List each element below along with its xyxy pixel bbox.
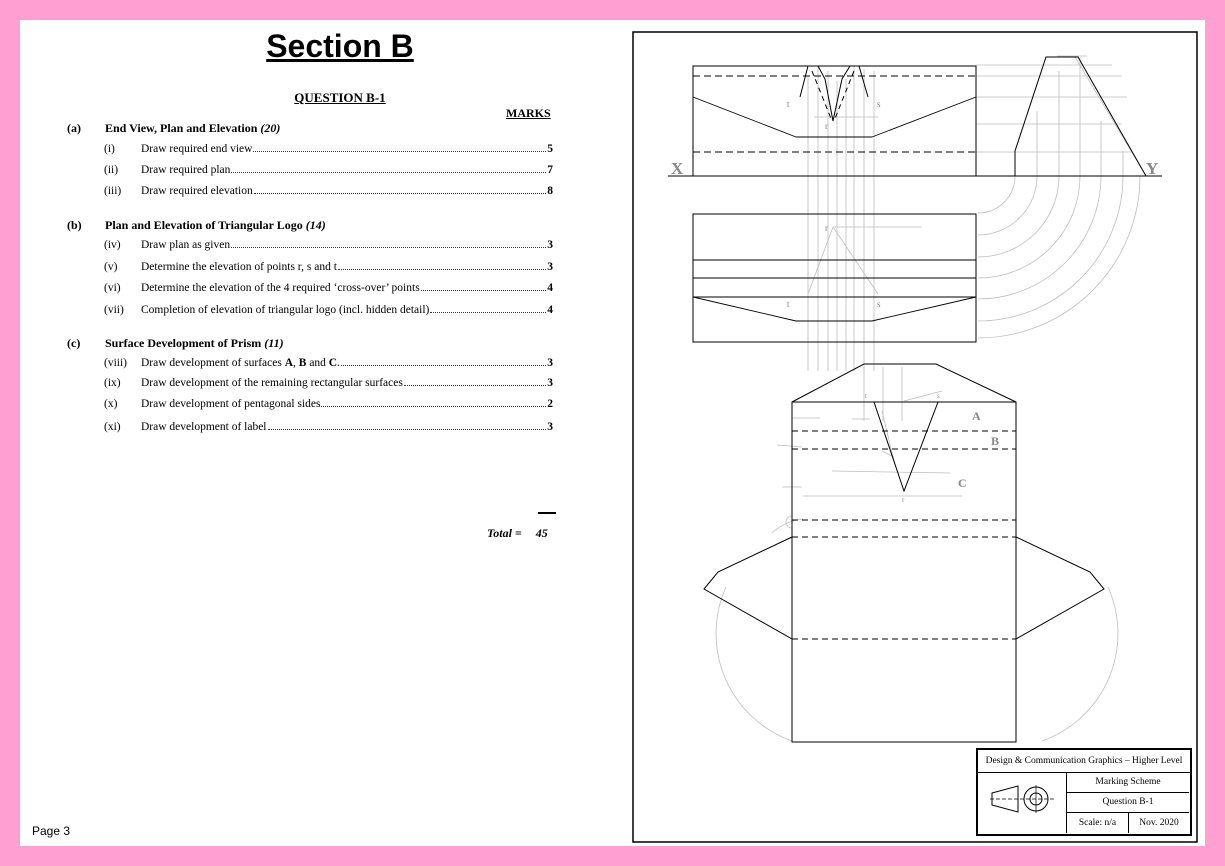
page-number: Page 3 (32, 824, 71, 838)
item-text: Determine the elevation of points r, s and t (141, 261, 337, 273)
title-block-scheme: Marking Scheme (1066, 773, 1189, 793)
item-number: (vi) (104, 282, 121, 294)
leader-dots (338, 269, 546, 270)
list-item (104, 421, 553, 433)
leader-dots (321, 406, 546, 407)
item-mark: 3 (547, 377, 553, 389)
part-b-heading (67, 218, 326, 233)
item-number: (v) (104, 261, 118, 273)
part-title: Plan and Elevation of Triangular Logo (105, 218, 303, 232)
title-block-date: Nov. 2020 (1128, 813, 1189, 833)
item-text: Draw development of the remaining rectangular surfaces (141, 377, 403, 389)
section-title: Section B (266, 28, 414, 64)
total-value: 45 (535, 526, 548, 540)
leader-dots (421, 290, 547, 291)
total-rule (538, 512, 556, 514)
item-mark: 3 (547, 239, 553, 251)
label-b: B (991, 434, 1000, 448)
leader-dots (341, 365, 546, 366)
list-item (104, 164, 553, 176)
item-number: (ii) (104, 164, 119, 176)
list-item (104, 143, 553, 155)
total-label: Total = (487, 526, 522, 540)
item-number: (x) (104, 398, 118, 410)
projection-symbol-icon (990, 784, 1056, 814)
list-item (104, 398, 553, 410)
label-s: s (877, 99, 881, 109)
title-block-title: Design & Communication Graphics – Higher Level (978, 750, 1190, 773)
item-number: (i) (104, 143, 115, 155)
item-mark: 3 (547, 357, 553, 369)
drawing-sheet (632, 31, 1198, 843)
item-mark: 4 (547, 282, 553, 294)
question-title: QUESTION B-1 (294, 90, 386, 105)
part-total: (20) (260, 121, 281, 135)
leader-dots (254, 193, 546, 194)
item-mark: 5 (547, 143, 553, 155)
item-mark: 2 (547, 398, 553, 410)
item-text: Draw development of pentagonal sides (141, 398, 321, 410)
sheet-border (633, 32, 1197, 842)
label-r: r (825, 121, 828, 131)
part-total: (14) (305, 218, 326, 232)
list-item (104, 377, 553, 389)
leader-dots (404, 385, 546, 386)
item-number: (vii) (104, 304, 124, 316)
label-c: C (958, 476, 967, 490)
leader-dots (430, 312, 546, 313)
item-number: (xi) (104, 421, 121, 433)
part-c-heading (67, 336, 284, 351)
label-y: Y (1146, 159, 1159, 178)
total-row (487, 526, 548, 541)
list-item (104, 239, 553, 251)
part-total: (11) (264, 336, 284, 350)
item-text: Determine the elevation of the 4 required ‘cross-over’ points (141, 282, 420, 294)
label-s: s (877, 299, 881, 309)
page (20, 20, 1205, 846)
list-item (104, 261, 553, 273)
item-text: Completion of elevation of triangular logo (incl. hidden detail) (141, 304, 430, 316)
title-block-scale: Scale: n/a (1066, 813, 1128, 833)
label-a: A (972, 409, 981, 423)
title-block-question: Question B-1 (1066, 793, 1189, 813)
item-text: Draw required plan (141, 164, 231, 176)
item-number: (ix) (104, 377, 121, 389)
label-t: t (865, 392, 867, 400)
label-r: r (825, 223, 828, 233)
item-text: Draw required end view (141, 143, 253, 155)
label-x: X (671, 159, 684, 178)
item-mark: 8 (547, 185, 553, 197)
label-t: t (787, 299, 790, 309)
item-number: (viii) (104, 357, 127, 369)
part-a-heading (67, 121, 280, 136)
marks-heading: MARKS (506, 106, 551, 120)
item-mark: 3 (547, 421, 553, 433)
leader-dots (231, 172, 546, 173)
item-mark: 4 (547, 304, 553, 316)
leader-dots (231, 247, 546, 248)
part-label: (b) (67, 218, 82, 232)
item-text: Draw development of label (141, 421, 267, 433)
label-r: r (902, 496, 905, 504)
item-mark: 7 (547, 164, 553, 176)
list-item (104, 357, 553, 369)
part-label: (a) (67, 121, 81, 135)
list-item (104, 304, 553, 316)
part-label: (c) (67, 336, 81, 350)
item-text: Draw development of surfaces A, B and C. (141, 357, 340, 369)
item-text: Draw required elevation (141, 185, 253, 197)
list-item (104, 282, 553, 294)
list-item (104, 185, 553, 197)
leader-dots (253, 151, 546, 152)
item-mark: 3 (547, 261, 553, 273)
label-t: t (787, 99, 790, 109)
part-title: End View, Plan and Elevation (105, 121, 258, 135)
part-title: Surface Development of Prism (105, 336, 262, 350)
title-block (976, 748, 1192, 836)
label-s: s (937, 392, 940, 400)
leader-dots (268, 429, 547, 430)
item-number: (iii) (104, 185, 122, 197)
item-text: Draw plan as given (141, 239, 231, 251)
item-number: (iv) (104, 239, 121, 251)
